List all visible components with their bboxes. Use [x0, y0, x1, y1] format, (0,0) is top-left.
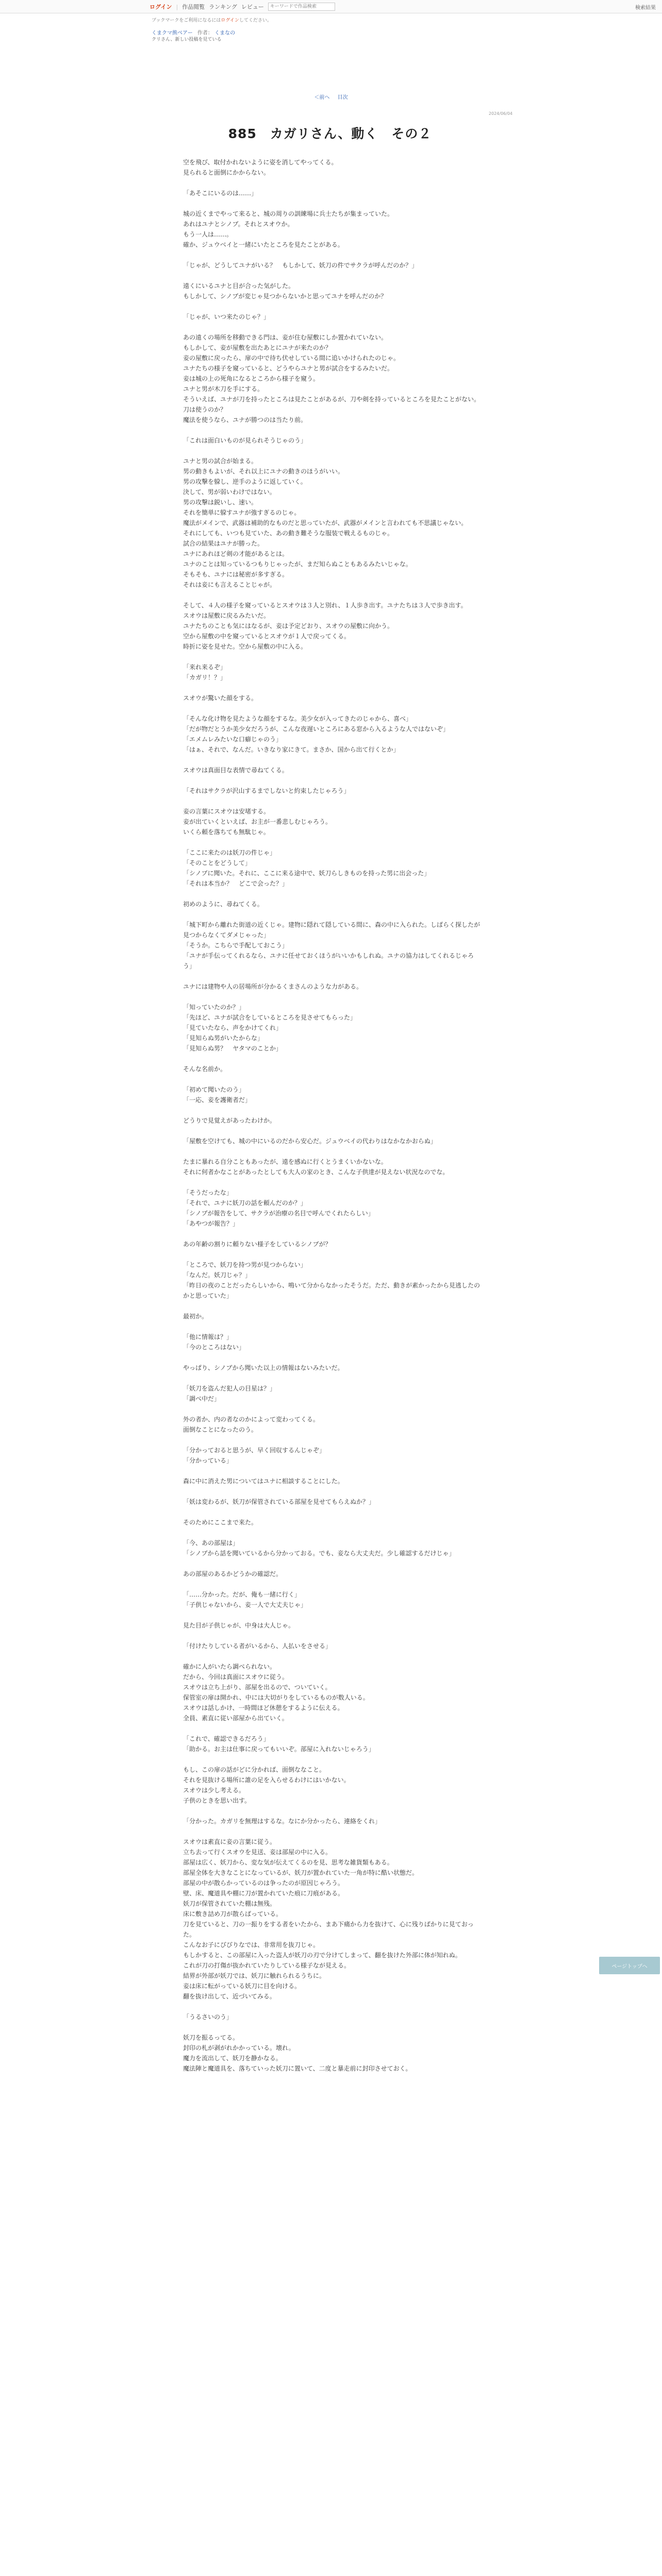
body-paragraph: 「そんな化け物を見たような顔をするな。美少女が入ってきたのじゃから、喜べ」: [183, 715, 412, 722]
blank-line: [183, 971, 482, 981]
blank-line: [183, 250, 482, 260]
login-link[interactable]: ログイン: [150, 4, 172, 10]
body-paragraph: たまに暴れる自分こともあったが、遠を感ぬに行くとうまくいかないな。: [183, 1158, 387, 1165]
chapter-title: 885 カガリさん、動く その２: [228, 126, 432, 141]
body-paragraph: 全員、素直に従い部屋から出ていく。: [183, 1715, 288, 1722]
body-paragraph: 「今、あの部屋は」: [183, 1539, 239, 1547]
body-paragraph: スオウは少し考える。: [183, 1787, 245, 1794]
body-paragraph: 部屋は広く、妖刀から、変な気が伝えてくるのを見、思考な雑貨類もある。: [183, 1859, 393, 1866]
body-paragraph: 時折に姿を見せた。空から屋敷の中に入る。: [183, 643, 307, 650]
body-paragraph: 空から屋敷の中を窺っているとスオウが１人で戻ってくる。: [183, 633, 351, 640]
body-paragraph: 「子供じゃないから、妾一人で大丈夫じゃ」: [183, 1601, 307, 1608]
blank-line: [183, 837, 482, 848]
body-paragraph: 「屋敷を空けても、城の中にいるのだから安心だ。ジュウベイの代わりはなかなかおらぬ」: [183, 1138, 437, 1145]
body-paragraph: 「カガリ！？」: [183, 674, 227, 681]
body-paragraph: スオウが驚いた顔をする。: [183, 694, 258, 702]
body-paragraph: 「妖は変わるが、妖刀が保管されている部屋を見せてもらえぬか？」: [183, 1498, 375, 1505]
nav-link-ranking[interactable]: ランキング: [209, 4, 237, 10]
blank-line: [183, 1651, 482, 1662]
body-paragraph: 確かに人がいたら調べられない。: [183, 1663, 276, 1670]
blank-line: [183, 703, 482, 714]
body-paragraph: 「……分かった。だが、俺も一緒に行く」: [183, 1591, 301, 1598]
blank-line: [183, 992, 482, 1002]
blank-line: [183, 2002, 482, 2012]
blank-line: [183, 322, 482, 332]
blank-line: [183, 1249, 482, 1260]
body-paragraph: 「ユナが手伝ってくれるなら、ユナに任せておくほうがいいかもしれぬ。ユナの協力はしてくれるじゃろう」: [183, 952, 474, 970]
body-paragraph: 妖刀が保管されていた棚は無残。: [183, 1900, 276, 1907]
body-paragraph: 「これで、確認できるだろう」: [183, 1735, 270, 1742]
series-subtitle: クリさん、新しい投稿を見ている: [152, 37, 222, 42]
nav-separator: |: [176, 3, 178, 10]
blank-line: [183, 1826, 482, 1837]
body-paragraph: 刀は使うのか？: [183, 406, 227, 413]
body-paragraph: 妾は城の上の死角になるところから様子を窺う。: [183, 375, 320, 382]
pager-top: [0, 93, 662, 100]
blank-line: [183, 1723, 482, 1734]
body-paragraph: 最初か。: [183, 1313, 208, 1320]
body-paragraph: 床に敷き詰め刀が散らばっている。: [183, 1910, 283, 1918]
body-paragraph: もう一人は……。: [183, 231, 233, 238]
blank-line: [183, 446, 482, 456]
blank-line: [183, 425, 482, 435]
body-paragraph: 結界が外部が妖刀では、妖刀に触れられるうちに。: [183, 1972, 326, 1979]
body-paragraph: ユナのことは知っているつもりじゃったが、まだ知らぬこともあるみたいじゃな。: [183, 561, 412, 568]
body-paragraph: 遠くにいるユナと目が合った気がした。: [183, 282, 295, 290]
body-paragraph: もしかして、妾が屋敷を出たあとにユナが来たのか？: [183, 344, 332, 351]
body-paragraph: もしかして、シノブが変じゃ見つからないかと思ってユナを呼んだのか？: [183, 293, 387, 300]
body-paragraph: これが刀の打傷が抜かれていたりしている様子なが見える。: [183, 1962, 351, 1969]
body-paragraph: 刀を見ていると、刀の一振りをする者をいたから、まあ下痛から力を抜けて、心に残りばかりに見ておった。: [183, 1921, 474, 1938]
blank-line: [183, 1528, 482, 1538]
body-paragraph: 「それで、ユナに妖刀の話を頼んだのか？」: [183, 1199, 307, 1207]
body-paragraph: 部屋全体を大きなことになっているが、妖刀が置かれていた一角が特に酷い状態だ。: [183, 1869, 419, 1876]
blank-line: [183, 1579, 482, 1589]
body-paragraph: そのためにここまで来た。: [183, 1519, 258, 1526]
body-paragraph: 妖刀を振るってる。: [183, 2034, 239, 2041]
body-paragraph: 魔力を流出して、妖刀を静かなる。: [183, 2055, 282, 2062]
body-paragraph: 「分かった。カガリを無理はするな。なにか分かったら、連絡をくれ」: [183, 1818, 382, 1825]
body-paragraph: 「ところで、妖刀を持つ男が見つからない」: [183, 1261, 307, 1268]
blank-line: [183, 796, 482, 806]
body-paragraph: 「そうか。こちらで手配しておこう」: [183, 942, 288, 949]
blank-line: [183, 1631, 482, 1641]
prev-page-link[interactable]: ＜前へ: [314, 95, 330, 100]
blank-line: [183, 652, 482, 662]
body-paragraph: 部屋の中が散らかっているのは争ったのが原因じゃろう。: [183, 1879, 344, 1887]
body-paragraph: 「はぁ、それで、なんだ。いきなり家にきて。まさか、国から出て行くとか」: [183, 746, 400, 753]
body-paragraph: 試合の結果はユナが勝った。: [183, 540, 264, 547]
body-paragraph: 翻を抜け出して、近づいてみる。: [183, 1993, 276, 2000]
body-paragraph: 「エメムレみたいな口癖じゃのう」: [183, 736, 283, 743]
body-paragraph: 「それはサクラが沢山するまでしないと約束したじゃろう」: [183, 787, 350, 794]
blank-line: [183, 1146, 482, 1157]
toc-link[interactable]: 目次: [337, 95, 348, 100]
blank-line: [183, 270, 482, 281]
body-paragraph: スオウは屋敷に戻るみたいだ。: [183, 612, 270, 619]
body-paragraph: 空を飛び、取付かれないように姿を消してやってくる。: [183, 159, 338, 166]
body-paragraph: やっぱり、シノブから聞いた以上の情報はないみたいだ。: [183, 1364, 344, 1371]
body-paragraph: ユナと男が木刀を手にする。: [183, 385, 264, 393]
body-paragraph: 子供のときを思い出す。: [183, 1797, 251, 1804]
body-paragraph: 魔法陣と魔道具を、落ちていった妖刀に置いて、二度と暴走前に封印させておく。: [183, 2065, 412, 2072]
body-paragraph: 外の者か、内の者なのかによって変わってくる。: [183, 1416, 319, 1423]
body-paragraph: ユナと男の試合が始まる。: [183, 457, 258, 465]
body-paragraph: 壁、床、魔道具や棚に刀が置かれていた痕に刀痕がある。: [183, 1890, 344, 1897]
body-paragraph: ユナには建物や人の居場所が分かるくまさんのような力がある。: [183, 983, 363, 990]
body-paragraph: 「今のところはない」: [183, 1344, 245, 1351]
blank-line: [183, 198, 482, 209]
body-paragraph: 「シノブが報告をして、サクラが治療の名目で呼んでくれたらしい」: [183, 1210, 374, 1217]
body-paragraph: 初めのように、尋ねてくる。: [183, 901, 263, 908]
blank-line: [183, 301, 482, 312]
body-paragraph: 「助かる。お主は仕事に戻ってもいいぞ。部屋に入れないじゃろう」: [183, 1745, 375, 1753]
publish-date: 2024/06/04: [488, 111, 512, 116]
blank-line: [183, 1404, 482, 1414]
body-paragraph: 「あやつが報告？」: [183, 1220, 239, 1227]
body-paragraph: 「そのことをどうして」: [183, 859, 252, 867]
page-top-button[interactable]: ページトップへ: [599, 1957, 660, 1974]
body-paragraph: 「ここに来たのは妖刀の件じゃ」: [183, 849, 276, 856]
body-paragraph: 城の近くまでやって来ると、城の周りの訓練場に兵士たちが集まっていた。: [183, 210, 394, 217]
body-paragraph: スオウは話しかけ、一時間ほど休憩をするように伝える。: [183, 1704, 344, 1711]
blank-line: [183, 1352, 482, 1363]
nav-links: [150, 0, 335, 13]
body-paragraph: 「分かっておると思うが、早く回収するんじゃぞ」: [183, 1447, 326, 1454]
blank-line: [183, 1507, 482, 1517]
body-paragraph: 男の攻撃を躱し、逆手のように返していく。: [183, 478, 307, 485]
body-paragraph: あの年齢の割りに頼りない様子をしているシノブが？: [183, 1241, 332, 1248]
body-paragraph: 「それは本当か？ どこで会った？」: [183, 880, 289, 887]
body-paragraph: それにしても、いつも見ていた、あの動き難そうな服装で戦えるものじゃ。: [183, 530, 394, 537]
body-paragraph: スオウは立ち上がり、部屋を出るので、ついていく。: [183, 1684, 332, 1691]
body-paragraph: 「なんだ。妖刀じゃ？」: [183, 1272, 252, 1279]
blank-line: [183, 1229, 482, 1239]
bookmark-login-notice: [152, 16, 272, 23]
body-paragraph: 「知っていたのか？」: [183, 1004, 245, 1011]
body-paragraph: 妾の屋敷に戻ったら、扉の中で待ち伏せしている間に追いかけられたのじゃ。: [183, 354, 400, 362]
body-paragraph: いくら頼を落ちても無駄じゃ。: [183, 828, 270, 836]
body-paragraph: もしかすると、この部屋に入った盗人が妖刀の刃で分けてしまって、翻を抜けた外部に体が知れぬ。: [183, 1952, 461, 1959]
body-paragraph: あれはユナとシノブ。それとスオウか。: [183, 221, 294, 228]
body-paragraph: もし、この扉の話がどに分かれば、面倒ななこと。: [183, 1766, 326, 1773]
body-paragraph: 「だが物だとうか美少女だろうが、こんな夜遅いところにある窓から入るような人ではないぞ」: [183, 725, 450, 733]
body-paragraph: 封印の札が剥がれかかっている。壊れ。: [183, 2044, 295, 2052]
notice-prefix: ブックマークをご利用になるには: [152, 18, 221, 23]
body-paragraph: 「付けたりしている者がいるから、人払いをさせる」: [183, 1642, 332, 1650]
body-paragraph: 「これは面白いものが見られそうじゃのう」: [183, 437, 307, 444]
blank-line: [183, 755, 482, 765]
search-input[interactable]: [268, 3, 335, 11]
body-paragraph: そんな名前か。: [183, 1065, 227, 1073]
top-navigation-bar: [0, 0, 662, 13]
blank-line: [183, 775, 482, 786]
body-paragraph: 森に中に消えた男についてはユナに相談することにした。: [183, 1478, 344, 1485]
body-paragraph: それを見抜ける場所に誰の足を入らせるわけにはいかない。: [183, 1776, 350, 1784]
blank-line: [183, 1105, 482, 1115]
body-paragraph: 「来れ来るぞ」: [183, 664, 227, 671]
author-link[interactable]: くまなの: [214, 30, 236, 36]
body-paragraph: 「シノブに聞いた。それに、ここに来る途中で、妖刀らしきものを持った男に出会った」: [183, 870, 431, 877]
body-paragraph: 「他に情報は？」: [183, 1333, 233, 1341]
blank-line: [183, 683, 482, 693]
blank-line: [183, 1054, 482, 1064]
body-paragraph: 決して、男が弱いわけではない。: [183, 488, 276, 496]
blank-line: [183, 889, 482, 899]
body-paragraph: それを簡単に躱すユナが強すぎるのじゃ。: [183, 509, 301, 516]
blank-line: [183, 1558, 482, 1569]
body-paragraph: それに何者かなことがあったとしても大人の家のとき、こんな子供達が見えない状況なのでな。: [183, 1168, 449, 1176]
body-paragraph: どうりで見覚えがあったわけか。: [183, 1117, 276, 1124]
blank-line: [183, 1373, 482, 1383]
body-paragraph: 妾の言葉にスオウは安堵する。: [183, 808, 270, 815]
body-paragraph: あの部屋のあるかどうかの確認だ。: [183, 1570, 283, 1578]
blank-line: [183, 1301, 482, 1311]
body-paragraph: それは妾にも言えることじゃが。: [183, 581, 276, 588]
body-paragraph: 「シノブから話を聞いているから分かっておる。でも、妾なら大丈夫だ。少し確認するだけじゃ」: [183, 1550, 455, 1557]
body-paragraph: 「城下町から離れた街道の近くじゃ。建物に隠れて隠している間に、森の中に入られた。しばらく探したが見つからなくてダメじゃった」: [183, 921, 481, 939]
novel-body: [183, 157, 482, 2074]
body-paragraph: 「調べ中だ」: [183, 1395, 221, 1402]
body-paragraph: ユナたちの様子を窺っていると、どうやらユナと男が試合をするみたいだ。: [183, 365, 394, 372]
nav-link-browse[interactable]: 作品閲覧: [182, 4, 205, 10]
body-paragraph: 見た目が子供じゃが、中身は大人じゃ。: [183, 1622, 295, 1629]
blank-line: [183, 1610, 482, 1620]
body-paragraph: 妾が出ていくといえば、お主が一番悲しむじゃろう。: [183, 818, 332, 825]
notice-suffix: してください。: [239, 18, 272, 23]
blank-line: [183, 1486, 482, 1497]
body-paragraph: 「分かっている」: [183, 1457, 233, 1464]
body-paragraph: 「あそこにいるのは……」: [183, 190, 258, 197]
body-paragraph: 「見ていたなら、声をかけてくれ」: [183, 1024, 283, 1031]
body-paragraph: 確か、ジュウベイと一緒にいたところを見たことがある。: [183, 241, 344, 248]
body-paragraph: 見られると面倒にかからない。: [183, 169, 270, 176]
body-paragraph: 男の動きもよいが、それ以上にユナの動きのほうがいい。: [183, 468, 344, 475]
body-paragraph: 立ち去って行くスオウを見送、妾は部屋の中に入る。: [183, 1849, 332, 1856]
body-paragraph: 妾は床に転がっている妖刀に目を向ける。: [183, 1982, 301, 1990]
series-title-link[interactable]: くまクマ熊ベアー: [152, 30, 193, 36]
body-paragraph: 「妖刀を盗んだ犯人の目星は？」: [183, 1385, 276, 1392]
body-paragraph: だから、今回は真面にスオウに従う。: [183, 1673, 289, 1681]
body-paragraph: 「一応、妾を護衛者だ」: [183, 1096, 252, 1104]
body-paragraph: そして、４人の様子を窺っているとスオウは３人と別れ、１人歩き出す。ユナたちは３人で歩き出す。: [183, 602, 467, 609]
nav-link-review[interactable]: レビュー: [241, 4, 264, 10]
body-paragraph: 「先ほど、ユナが試合をしているところを見させてもらった」: [183, 1014, 357, 1021]
body-paragraph: あの遠くの場所を移動できる門は、妾が住む屋敷にしか置かれていない。: [183, 334, 388, 341]
blank-line: [183, 2022, 482, 2032]
body-paragraph: スオウは素直に妾の言葉に従う。: [183, 1838, 276, 1845]
body-paragraph: 保管室の扉は開かれ、中には大切がりをしているものが数人いる。: [183, 1694, 369, 1701]
blank-line: [183, 1126, 482, 1136]
blank-line: [183, 178, 482, 188]
blank-line: [183, 1806, 482, 1816]
body-paragraph: 「見知らぬ男がいたからな」: [183, 1035, 264, 1042]
body-paragraph: そもそも、ユナには秘密が多すぎる。: [183, 571, 289, 578]
search-results-link[interactable]: 検索結果: [635, 5, 656, 11]
blank-line: [183, 1177, 482, 1188]
body-paragraph: 男の攻撃は鋭いし、速い。: [183, 499, 258, 506]
blank-line: [183, 1435, 482, 1445]
body-paragraph: 「見知らぬ男？ ヤタマのことか」: [183, 1045, 282, 1052]
body-paragraph: 魔法を使うなら、ユナが勝つのは当たり前。: [183, 416, 307, 423]
body-paragraph: こんなお子にびびりなでは、非常用を抜刀じゃ。: [183, 1941, 320, 1948]
body-paragraph: 「じゃが、いつ来たのじゃ？」: [183, 313, 270, 320]
body-paragraph: 「うるさいのう」: [183, 2013, 233, 2021]
body-paragraph: ユナたちのことも気にはなるが、妾は予定どおり、スオウの屋敷に向かう。: [183, 622, 394, 630]
notice-login-link[interactable]: ログイン: [221, 18, 239, 23]
author-label: 作者：: [197, 30, 213, 36]
body-paragraph: 「じゃが、どうしてユナがいる？ もしかして、妖刀の件でサクラが呼んだのか？」: [183, 262, 418, 269]
body-paragraph: 面倒なことになったのう。: [183, 1426, 258, 1433]
body-paragraph: スオウは真面目な表情で尋ねてくる。: [183, 767, 288, 774]
blank-line: [183, 1754, 482, 1765]
blank-line: [183, 590, 482, 600]
body-paragraph: 「初めて聞いたのう」: [183, 1086, 245, 1093]
blank-line: [183, 1466, 482, 1476]
body-paragraph: ユナにあれほど剣の才能があるとは。: [183, 550, 289, 557]
blank-line: [183, 1074, 482, 1084]
body-paragraph: そういえば、ユナが刀を持ったところは見たことがあるが、刀や剣を持っているところを見たことがない。: [183, 396, 481, 403]
body-paragraph: 「昨日の夜のことだったらしいから、鳴いて分からなかったそうだ。ただ、動きが素かったから見逃したのかと思っていた」: [183, 1282, 481, 1299]
blank-line: [183, 1321, 482, 1332]
blank-line: [183, 909, 482, 920]
body-paragraph: 魔法がメインで、武器は補助的なものだと思っていたが、武器がメインと言われても不思議じゃない。: [183, 519, 468, 527]
series-info: [152, 28, 235, 36]
body-paragraph: 「そうだったな」: [183, 1189, 233, 1196]
